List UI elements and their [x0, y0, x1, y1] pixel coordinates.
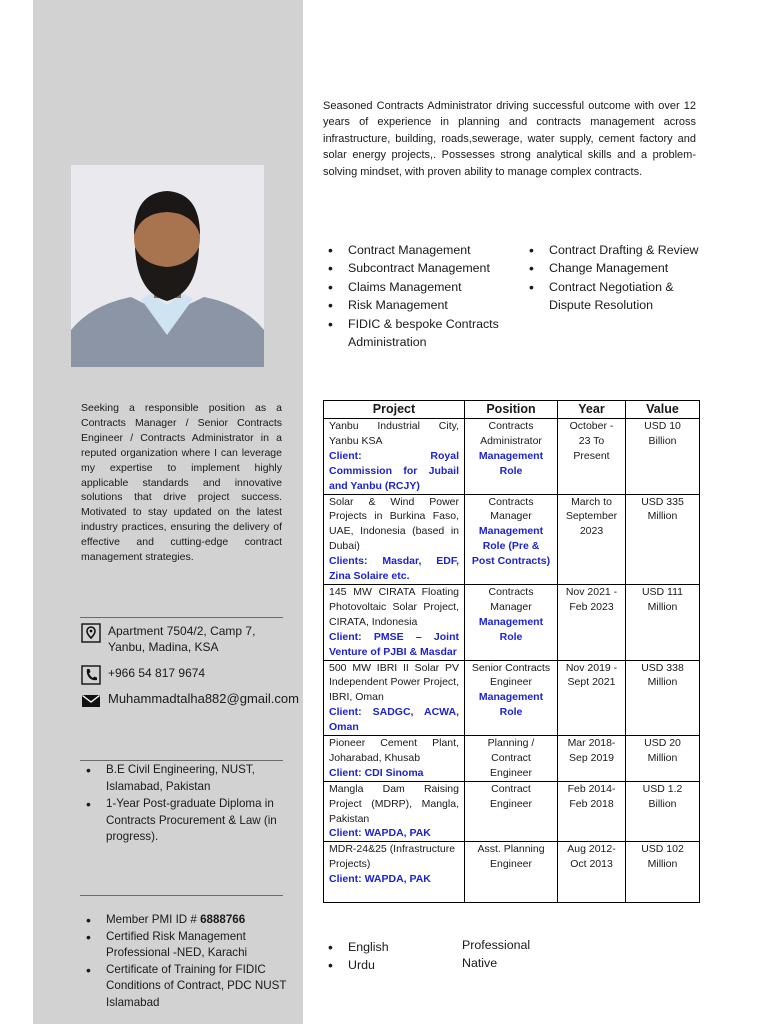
year-cell: October - 23 To Present [558, 419, 626, 495]
envelope-icon [81, 691, 101, 711]
projects-table [323, 400, 700, 903]
skill-item: • Change Management [549, 259, 699, 277]
position-title: Contracts Administrator [480, 420, 542, 447]
header-position: Position [465, 401, 558, 419]
project-name: Yanbu Industrial City, Yanbu KSA [329, 420, 459, 447]
project-name: MDR-24&25 (Infrastructure Projects) [329, 843, 456, 871]
position-cell [465, 736, 558, 782]
skill-item: • FIDIC & bespoke Contracts Administration [348, 315, 518, 352]
language-level: Native [462, 956, 498, 971]
header-value: Value [626, 401, 700, 419]
year-cell: Nov 2019 - Sept 2021 [558, 660, 626, 736]
certification-item: • Certificate of Training for FIDIC Conditions of Contract, PDC NUST Islamabad [106, 962, 296, 1012]
table-row [324, 419, 700, 495]
role-label: Management Role [478, 615, 544, 643]
position-cell [465, 781, 558, 842]
section-divider [80, 895, 283, 896]
project-name: Mangla Dam Raising Project (MDRP), Mangla, Pakistan [329, 782, 459, 825]
project-cell [324, 781, 465, 842]
skill-item: • Subcontract Management [348, 259, 518, 277]
value-cell: USD 20 Million [626, 736, 700, 782]
role-label: Management Role [478, 691, 544, 719]
position-cell [465, 660, 558, 736]
client-name: Client: Royal Commission for Jubail and Yanbu (RCJY) [329, 449, 459, 492]
phone-icon [81, 665, 101, 685]
certifications-list [106, 912, 296, 1011]
section-divider [80, 760, 283, 761]
table-row [324, 736, 700, 782]
contact-phone [81, 665, 205, 685]
project-name: Pioneer Cement Plant, Joharabad, Khusab [329, 737, 459, 764]
pmi-id: 6888766 [200, 913, 246, 926]
education-item: • B.E Civil Engineering, NUST, Islamabad, Pakistan [106, 762, 291, 795]
career-objective: Seeking a responsible position as a Contracts Manager / Senior Contracts Engineer / Contracts Administrator in a reputed organization where I can leverage my expertise to implement highly applicable standards and innovative solutions that drive project success. Motivated to stay updated on the latest industry practices, ensuring the delivery of effective and cutting-edge contract management strategies. [81, 402, 282, 564]
location-icon [81, 623, 101, 643]
skill-item: • Claims Management [348, 278, 518, 296]
language-item: • Urdu [348, 956, 448, 974]
skill-item: • Contract Drafting & Review [549, 241, 699, 259]
client-name: Client: SADGC, ACWA, Oman [329, 706, 459, 734]
pmi-label: Member PMI ID # [106, 913, 201, 926]
language-item: • English [348, 938, 448, 956]
education-item: • 1-Year Post-graduate Diploma in Contracts Procurement & Law (in progress). [106, 796, 291, 846]
header-year: Year [558, 401, 626, 419]
education-list [106, 762, 291, 847]
header-project: Project [324, 401, 465, 419]
year-cell: Nov 2021 - Feb 2023 [558, 584, 626, 660]
client-name: Client: WAPDA, PAK [329, 873, 431, 886]
contact-address [81, 623, 268, 655]
skill-item: • Contract Management [348, 241, 518, 259]
year-cell: Aug 2012- Oct 2013 [558, 842, 626, 903]
phone-text[interactable]: +966 54 817 9674 [108, 666, 206, 680]
position-title: Senior Contracts Engineer [471, 661, 551, 689]
profile-summary: Seasoned Contracts Administrator driving successful outcome with over 12 years of experience in planning and contracts management across infrastructure, building, roads,sewerage, water supply, cement factory and solar energy projects,. Possesses strong analytical skills and a problem-solving mindset, with proven ability to manage complex contracts. [323, 100, 696, 178]
position-title: Contract Engineer [489, 782, 533, 810]
project-cell [324, 494, 465, 584]
position-title: Asst. Planning Engineer [477, 843, 545, 871]
position-title: Planning / Contract Engineer [487, 737, 535, 779]
client-name: Client: WAPDA, PAK [329, 827, 431, 840]
skills-list-left [348, 241, 518, 351]
skill-item: • Contract Negotiation & Dispute Resolution [549, 278, 699, 315]
section-divider [80, 617, 283, 618]
table-row [324, 494, 700, 584]
profile-photo [71, 165, 264, 367]
position-cell [465, 584, 558, 660]
value-cell: USD 335 Million [626, 494, 700, 584]
address-text: Apartment 7504/2, Camp 7, Yanbu, Madina, KSA [108, 624, 256, 654]
value-cell: USD 1.2 Billion [626, 781, 700, 842]
value-cell: USD 338 Million [626, 660, 700, 736]
value-cell: USD 10 Billion [626, 419, 700, 495]
table-row [324, 660, 700, 736]
position-title: Contracts Manager [488, 585, 534, 613]
role-label: Management Role (Pre & Post Contracts) [471, 525, 551, 568]
table-row [324, 842, 700, 903]
value-cell: USD 111 Million [626, 584, 700, 660]
position-cell [465, 842, 558, 903]
project-cell [324, 584, 465, 660]
client-name: Clients: Masdar, EDF, Zina Solaire etc. [329, 555, 459, 583]
position-title: Contracts Manager [488, 495, 534, 523]
language-levels [462, 938, 582, 973]
year-cell: Feb 2014- Feb 2018 [558, 781, 626, 842]
value-cell: USD 102 Million [626, 842, 700, 903]
table-row [324, 584, 700, 660]
email-link[interactable]: Muhammadtalha882@gmail.com [108, 691, 299, 706]
project-cell [324, 419, 465, 495]
role-label: Management Role [478, 449, 544, 477]
client-name: Client: CDI Sinoma [329, 766, 424, 779]
year-cell: March to September 2023 [558, 494, 626, 584]
project-name: Solar & Wind Power Projects in Burkina Faso, UAE, Indonesia (based in Dubai) [329, 495, 459, 553]
project-cell [324, 660, 465, 736]
position-cell [465, 419, 558, 495]
table-header-row [324, 401, 700, 419]
year-cell: Mar 2018- Sep 2019 [558, 736, 626, 782]
certification-item [106, 912, 296, 929]
certification-item: • Certified Risk Management Professional -NED, Karachi [106, 929, 296, 962]
table-row [324, 781, 700, 842]
contact-email [81, 691, 299, 711]
languages-list [348, 938, 448, 975]
skill-item: • Risk Management [348, 296, 518, 314]
project-name: 500 MW IBRI II Solar PV Independent Power Project, IBRI, Oman [329, 661, 459, 704]
project-name: 145 MW CIRATA Floating Photovoltaic Solar Project, CIRATA, Indonesia [329, 585, 459, 628]
project-cell [324, 842, 465, 903]
client-name: Client: PMSE – Joint Venture of PJBI & Masdar [329, 630, 459, 658]
profile-photo-image [71, 165, 264, 367]
language-level: Professional [462, 938, 531, 952]
skills-list-right [549, 241, 699, 315]
position-cell [465, 494, 558, 584]
project-cell [324, 736, 465, 782]
